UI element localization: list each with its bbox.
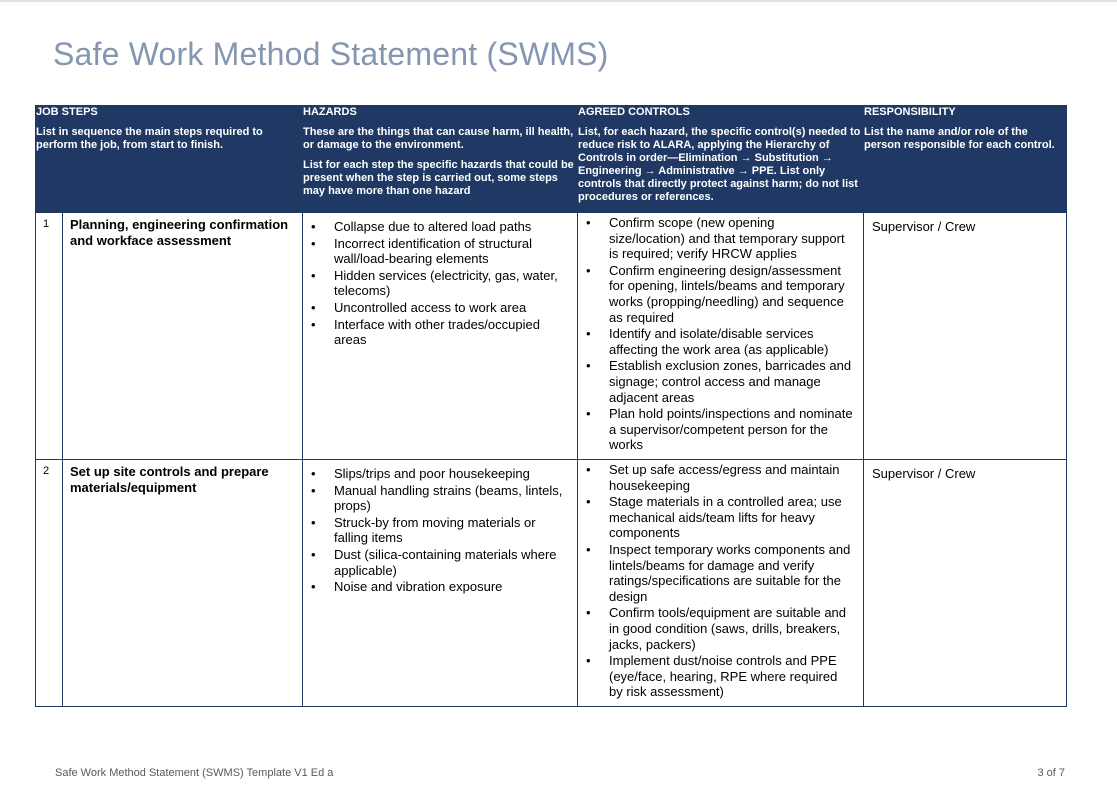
swms-table (35, 105, 1067, 707)
hazards-cell (303, 460, 578, 707)
header-title: RESPONSIBILITY (864, 106, 956, 118)
hazards-list (303, 219, 569, 348)
control-item: • Inspect temporary works components and lintels/beams for damage and verify ratings/specifications are suitable for the design (578, 542, 853, 604)
header-responsibility (864, 106, 1067, 213)
header-description-2: List for each step the specific hazards that could be present when the step is carried out, some steps may have more than one hazard (303, 159, 574, 197)
header-description: These are the things that can cause harm, ill health, or damage to the environment. (303, 126, 574, 151)
control-item: • Establish exclusion zones, barricades and signage; control access and manage adjacent areas (578, 358, 853, 405)
table-row (36, 213, 1067, 460)
responsibility-cell: Supervisor / Crew (864, 460, 1067, 707)
controls-cell (578, 460, 864, 707)
control-item: • Identify and isolate/disable services affecting the work area (as applicable) (578, 326, 853, 357)
hazards-cell (303, 213, 578, 460)
document-title: Safe Work Method Statement (SWMS) (53, 36, 609, 72)
header-description: List in sequence the main steps required to perform the job, from start to finish. (36, 126, 263, 151)
header-description: List the name and/or role of the person responsible for each control. (864, 126, 1055, 151)
control-item: • Plan hold points/inspections and nominate a supervisor/competent person for the works (578, 406, 853, 453)
header-job-steps (36, 106, 303, 213)
step-number: 2 (36, 460, 63, 707)
hazard-item: • Dust (silica-containing materials where applicable) (303, 547, 569, 578)
header-agreed-controls (578, 106, 864, 213)
hazard-item: • Slips/trips and poor housekeeping (303, 466, 569, 482)
step-name: Planning, engineering confirmation and workface assessment (63, 213, 303, 460)
hazard-item: • Uncontrolled access to work area (303, 300, 569, 316)
step-number: 1 (36, 213, 63, 460)
control-item: • Stage materials in a controlled area; use mechanical aids/team lifts for heavy components (578, 494, 853, 541)
header-title: HAZARDS (303, 106, 357, 118)
control-item: • Confirm tools/equipment are suitable and in good condition (saws, drills, breakers, jacks, packers) (578, 605, 853, 652)
header-title: JOB STEPS (36, 106, 98, 118)
controls-cell (578, 213, 864, 460)
footer-document-name: Safe Work Method Statement (SWMS) Template V1 Ed a (55, 767, 334, 779)
hazard-item: • Struck-by from moving materials or falling items (303, 515, 569, 546)
header-title: AGREED CONTROLS (578, 106, 690, 118)
controls-list (578, 462, 853, 700)
hazard-item: • Interface with other trades/occupied areas (303, 317, 569, 348)
hazard-item: • Noise and vibration exposure (303, 579, 569, 595)
page-top-rule (0, 0, 1117, 2)
hazard-item: • Collapse due to altered load paths (303, 219, 569, 235)
control-item: • Set up safe access/egress and maintain housekeeping (578, 462, 853, 493)
step-name: Set up site controls and prepare materials/equipment (63, 460, 303, 707)
control-item: • Implement dust/noise controls and PPE (eye/face, hearing, RPE where required by risk assessment) (578, 653, 853, 700)
hazards-list (303, 466, 569, 595)
responsibility-cell: Supervisor / Crew (864, 213, 1067, 460)
hazard-item: • Manual handling strains (beams, lintels, props) (303, 483, 569, 514)
header-hazards (303, 106, 578, 213)
control-item: • Confirm scope (new opening size/location) and that temporary support is required; verify HRCW applies (578, 215, 853, 262)
control-item: • Confirm engineering design/assessment for opening, lintels/beams and temporary works (propping/needling) and sequence as required (578, 263, 853, 325)
table-row (36, 460, 1067, 707)
footer-page-number: 3 of 7 (1037, 767, 1065, 779)
hazard-item: • Hidden services (electricity, gas, water, telecoms) (303, 268, 569, 299)
hazard-item: • Incorrect identification of structural wall/load-bearing elements (303, 236, 569, 267)
controls-list (578, 215, 853, 453)
table-header-row (36, 106, 1067, 213)
header-description: List, for each hazard, the specific control(s) needed to reduce risk to ALARA, applying the Hierarchy of Controls in order—Elimination → Substitution → Engineering → Administrative → PPE. List only controls that directly protect against harm; do not list procedures or references. (578, 126, 861, 203)
